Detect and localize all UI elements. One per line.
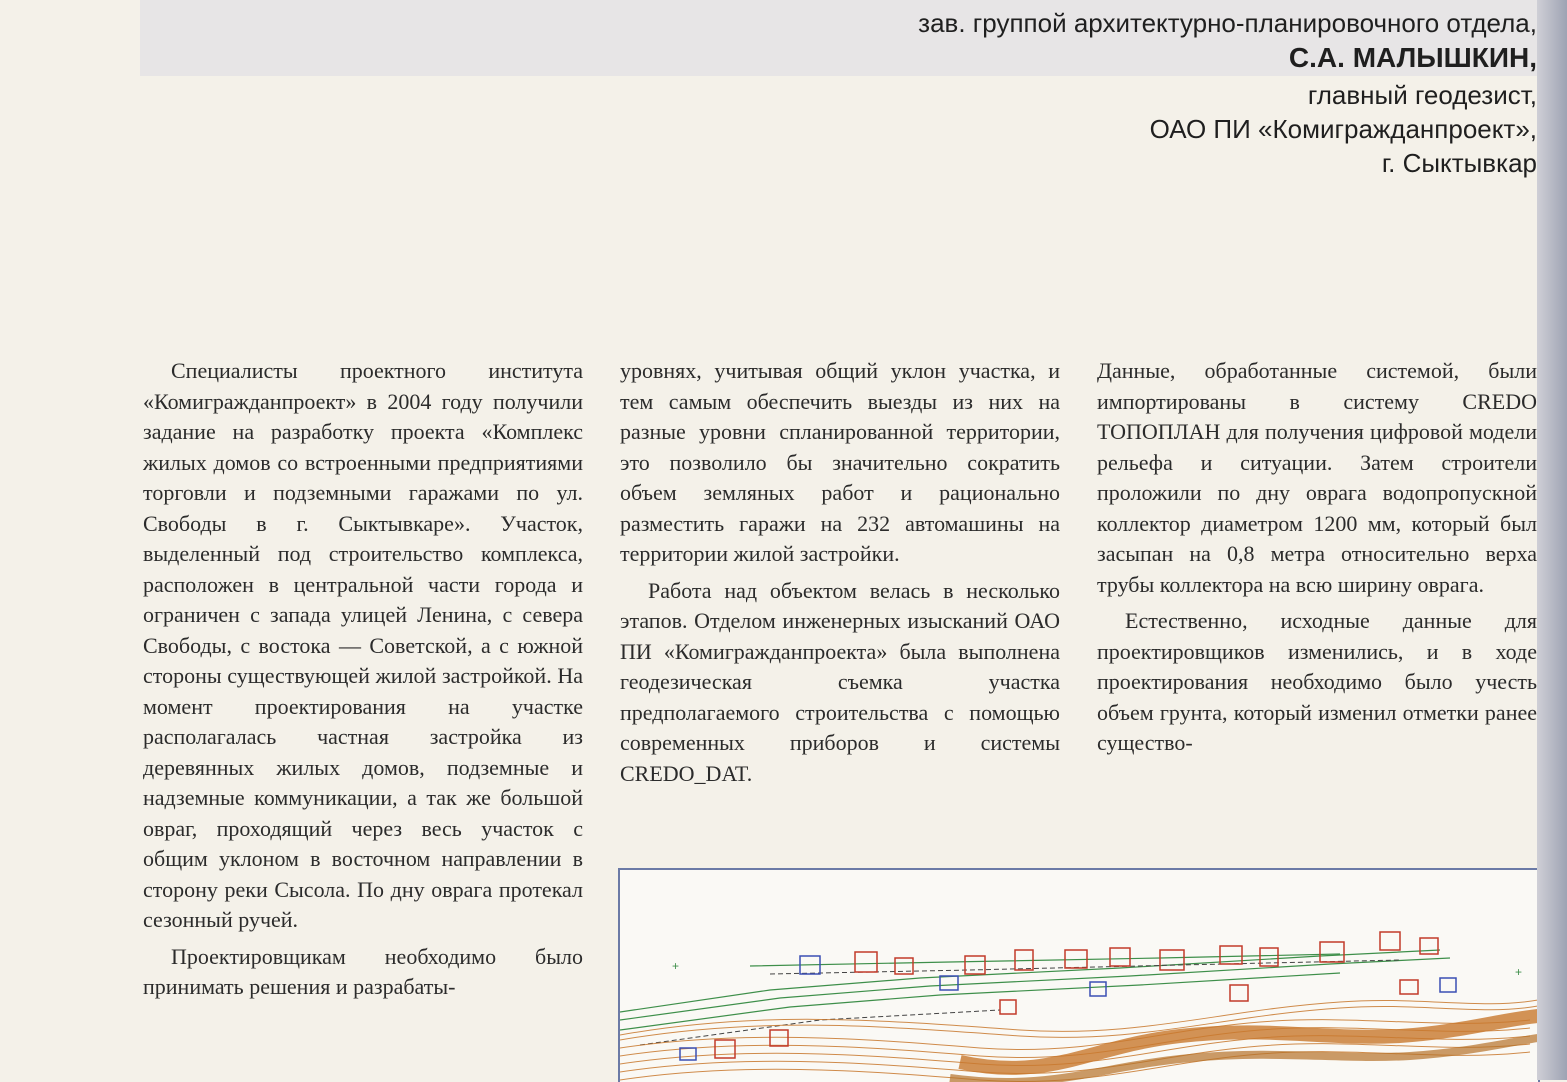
- svg-text:+: +: [672, 959, 680, 973]
- topographic-plan-drawing: [620, 870, 1538, 1082]
- article-column-1: [143, 356, 583, 1003]
- paragraph: уровнях, учитывая общий уклон участка, и тем самым обеспечить выезды из них на разные уровни спланированной территории, это позволило бы значительно сократить объем земляных работ и рационально разместить гаражи на 232 автомашины на территории жилой застройки.: [620, 358, 1060, 566]
- article-column-3: [1097, 356, 1537, 759]
- organization: ОАО ПИ «Комигражданпроект»,: [1149, 114, 1537, 144]
- paragraph: Проектировщикам необходимо было принимать решения и разрабаты-: [143, 943, 583, 999]
- topographic-plan-figure: [618, 868, 1540, 1082]
- paragraph: Специалисты проектного института «Комигражданпроект» в 2004 году получили задание на разработку проекта «Комплекс жилых домов со встроенными предприятиями торговли и подземными гаражами по ул. Свободы в г. Сыктывкаре». Участок, выделенный под строительство комплекса, расположен в центральной части города и ограничен с запада улицей Ленина, с севера Свободы, с востока — Советской, а с южной стороны существующей жилой застройкой. На момент проектирования на участке располагалась частная застройка из деревянных жилых домов, подземные и надземные коммуникации, а так же большой овраг, проходящий через весь участок с общим уклоном в восточном направлении в сторону реки Сысола. По дну оврага протекал сезонный ручей.: [143, 358, 583, 932]
- byline-position: зав. группой архитектурно-планировочного отдела,: [918, 8, 1537, 38]
- paragraph: Данные, обработанные системой, были импортированы в систему CREDO ТОПОПЛАН для получения цифровой модели рельефа и ситуации. Затем строители проложили по дну оврага водопропускной коллектор диаметром 1200 мм, который был засыпан на 0,8 метра относительно верха трубы коллектора на всю ширину оврага.: [1097, 358, 1537, 597]
- article-column-2: [620, 356, 1060, 789]
- author-role: главный геодезист,: [1307, 80, 1537, 110]
- paragraph: Естественно, исходные данные для проектировщиков изменились, и в ходе проектирования необходимо было учесть объем грунта, который изменил отметки ранее существо-: [1097, 608, 1537, 755]
- city: г. Сыктывкар: [1381, 148, 1537, 178]
- author-name: С.А. МАЛЫШКИН,: [1288, 42, 1537, 73]
- svg-text:+: +: [1515, 965, 1523, 979]
- paragraph: Работа над объектом велась в несколько этапов. Отделом инженерных изысканий ОАО ПИ «Комигражданпроекта» была выполнена геодезическая съемка участка предполагаемого строительства с помощью современных приборов и системы CREDO_DAT.: [620, 577, 1060, 786]
- page-binding-edge: [1537, 0, 1567, 1080]
